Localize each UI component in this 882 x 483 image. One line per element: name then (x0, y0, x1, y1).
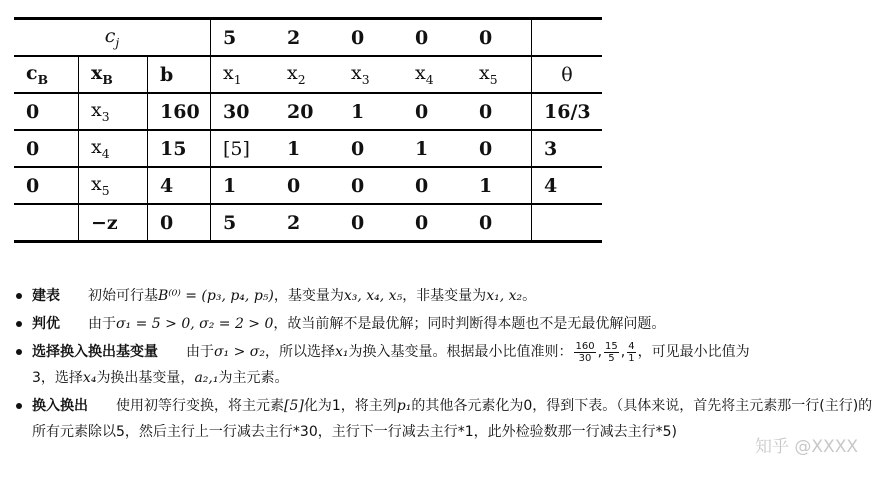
bullet-text: 为换入基变量。根据最小比值准则： (348, 344, 573, 360)
header-theta: θ (532, 56, 603, 93)
fraction: $\frac{4}{1}$ (628, 340, 635, 364)
cell-pivot: [5] (211, 130, 276, 167)
cell-value: 0 (339, 204, 403, 242)
header-x2: $x_2$ (275, 56, 339, 93)
bullet-text: 由于 (88, 316, 116, 332)
cell-value: 0 (467, 93, 532, 130)
list-item (14, 283, 874, 309)
bullet-title: 判优 (32, 316, 60, 332)
cj-value: 2 (275, 19, 339, 57)
header-x1: $x_1$ (211, 56, 276, 93)
header-x3: $x_3$ (339, 56, 403, 93)
cell-value: 1 (339, 93, 403, 130)
cell-value: 0 (403, 93, 467, 130)
cell-theta-empty (532, 204, 603, 242)
cj-value: 5 (211, 19, 276, 57)
cell-value: 1 (467, 167, 532, 204)
bullet-text: ，非基变量为 (402, 288, 487, 304)
cell-xb: $x_5$ (79, 167, 148, 204)
bullet-title: 选择换入换出基变量 (32, 344, 158, 360)
header-b: b (148, 56, 211, 93)
cell-value: 0 (339, 167, 403, 204)
cell-value: 2 (275, 204, 339, 242)
cell-value: 0 (467, 204, 532, 242)
cell-b: 4 (148, 167, 211, 204)
cell-theta: 3 (532, 130, 603, 167)
fraction: $\frac{15}{5}$ (605, 340, 618, 364)
simplex-table (14, 17, 602, 243)
cell-value: 30 (211, 93, 276, 130)
table-row (14, 167, 602, 204)
math-expression: x₄ (82, 370, 97, 386)
bullet-text: 。 (522, 288, 537, 304)
math-expression: a₂,₁ (194, 370, 219, 386)
table-row (14, 130, 602, 167)
list-item (14, 311, 874, 337)
bullet-list (14, 283, 874, 447)
cell-b: 160 (148, 93, 211, 130)
bullet-title: 建表 (32, 288, 60, 304)
header-row (14, 56, 602, 93)
fraction: $\frac{160}{30}$ (575, 340, 595, 364)
bullet-text: 使用初等行变换，将主元素 (116, 398, 284, 414)
list-item (14, 393, 874, 445)
bullet-title: 换入换出 (32, 398, 88, 414)
cell-cb: 0 (14, 130, 79, 167)
bullet-text: 为换出基变量， (96, 370, 195, 386)
math-expression: p₁ (396, 398, 412, 414)
header-cb: $c_B$ (14, 56, 79, 93)
cell-value: 1 (275, 130, 339, 167)
bullet-text: ，可见最小比值为 (637, 344, 750, 360)
cell-value: 0 (403, 167, 467, 204)
cell-value: 0 (339, 130, 403, 167)
math-expression: B⁽⁰⁾ = (p₃, p₄, p₅) (158, 288, 274, 304)
bullet-text: 初始可行基 (88, 288, 158, 304)
bullet-text: 为主元素。 (218, 370, 289, 386)
cell-value: 1 (403, 130, 467, 167)
z-row (14, 204, 602, 242)
math-expression: x₁ (334, 344, 349, 360)
header-x5: $x_5$ (467, 56, 532, 93)
cj-label: $c_j$ (14, 19, 211, 57)
cell-value: 20 (275, 93, 339, 130)
cell-b: 0 (148, 204, 211, 242)
list-item: 选择换入换出基变量 由于σ₁ > σ₂，所以选择x₁为换入基变量。根据最小比值准则： $\frac{160}{30}$ , $\frac{15}{5}$ , $\frac{4}{1}$ ，可见最小比值为 3，选择x₄为换出基变量，a₂,₁为主元素。 (14, 339, 874, 391)
cell-cb-empty (14, 204, 79, 242)
cell-xb: $x_3$ (79, 93, 148, 130)
bullet-text: 3，选择 (32, 370, 83, 386)
math-expression: x₃, x₄, x₅ (343, 288, 403, 304)
header-xb: $x_B$ (79, 56, 148, 93)
cell-value: 0 (467, 130, 532, 167)
cell-theta: 4 (532, 167, 603, 204)
cell-value: 1 (211, 167, 276, 204)
bullet-text: 化为1，将主列 (303, 398, 397, 414)
math-expression: x₁, x₂ (486, 288, 523, 304)
math-expression: σ₁ = 5 > 0, σ₂ = 2 > 0 (116, 316, 274, 332)
math-expression: [5] (284, 398, 304, 414)
table-row (14, 93, 602, 130)
bullet-text: 由于 (186, 344, 214, 360)
bullet-text: ，所以选择 (264, 344, 335, 360)
cell-value: 0 (403, 204, 467, 242)
cell-cb: 0 (14, 167, 79, 204)
cj-empty (532, 19, 603, 57)
cj-value: 0 (403, 19, 467, 57)
cell-value: 0 (275, 167, 339, 204)
z-label: −z (79, 204, 148, 242)
cj-row (14, 19, 602, 57)
bullet-text: ，故当前解不是最优解；同时判断得本题也不是无最优解问题。 (273, 316, 666, 332)
bullet-text: 的其他各元素化为0，得到下表。（具体来说，首先将主元素那一行(主行)的所有元素除以5，然后主行上一行减去主行*30，主行下一行减去主行*1，此外检验数那一行减去主行*5) (32, 398, 873, 440)
cell-cb: 0 (14, 93, 79, 130)
cell-theta: 16/3 (532, 93, 603, 130)
cell-value: 5 (211, 204, 276, 242)
watermark: 知乎 @XXXX (755, 437, 858, 457)
math-expression: σ₁ > σ₂ (214, 344, 265, 360)
header-x4: $x_4$ (403, 56, 467, 93)
cell-b: 15 (148, 130, 211, 167)
cell-xb: $x_4$ (79, 130, 148, 167)
cj-value: 0 (339, 19, 403, 57)
cj-value: 0 (467, 19, 532, 57)
bullet-text: ，基变量为 (273, 288, 344, 304)
